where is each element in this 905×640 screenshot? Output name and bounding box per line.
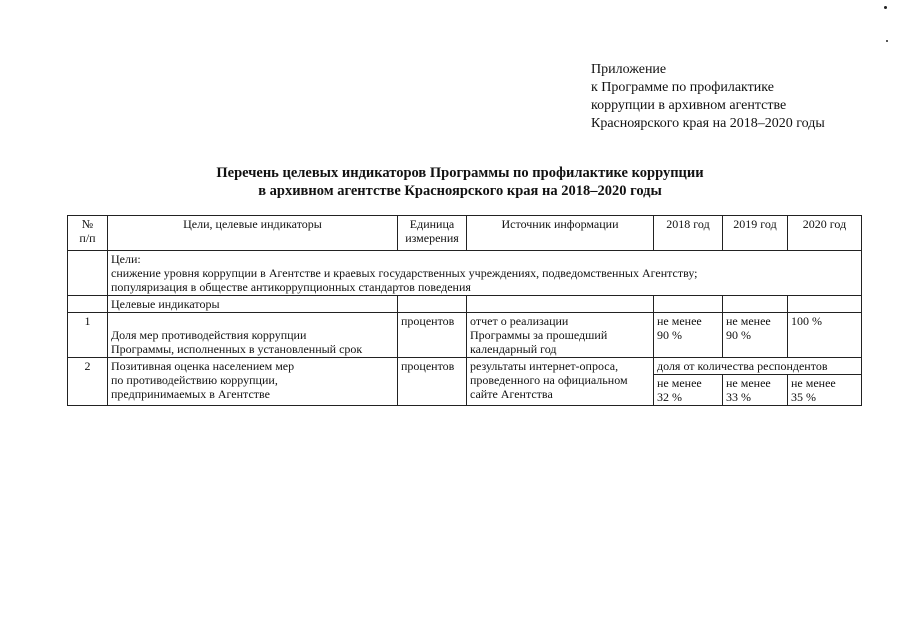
empty-cell <box>723 296 788 313</box>
row-value-2018: не менее 90 % <box>654 313 723 358</box>
empty-cell <box>788 296 862 313</box>
document-title <box>150 164 770 200</box>
empty-cell <box>467 296 654 313</box>
goals-num-cell <box>68 251 108 296</box>
empty-cell <box>654 296 723 313</box>
row-source: отчет о реализации Программы за прошедший календарный год <box>467 313 654 358</box>
row-num: 2 <box>68 358 108 406</box>
row-value-2020: 100 % <box>788 313 862 358</box>
appendix-line: Приложение <box>591 62 667 77</box>
appendix-line: к Программе по профилактике <box>591 80 774 95</box>
row-unit: процентов <box>398 358 467 406</box>
row-value-2020: не менее 35 % <box>788 375 862 406</box>
indicators-num-cell <box>68 296 108 313</box>
title-line: Перечень целевых индикаторов Программы по профилактике коррупции <box>216 165 704 181</box>
row-value-2019: не менее 33 % <box>723 375 788 406</box>
row-value-2018: не менее 32 % <box>654 375 723 406</box>
scan-speck <box>884 6 887 9</box>
header-2019: 2019 год <box>723 216 788 251</box>
header-unit: Единица измерения <box>398 216 467 251</box>
appendix-note <box>591 61 825 133</box>
header-2020: 2020 год <box>788 216 862 251</box>
row-share-note: доля от количества респондентов <box>654 358 862 375</box>
title-line: в архивном агентстве Красноярского края на 2018–2020 годы <box>258 183 662 199</box>
scan-speck <box>886 40 888 42</box>
header-goals: Цели, целевые индикаторы <box>108 216 398 251</box>
row-num: 1 <box>68 313 108 358</box>
row-indicator-name: Позитивная оценка населением мер по противодействию коррупции, предпринимаемых в Агентстве <box>108 358 398 406</box>
empty-cell <box>398 296 467 313</box>
indicators-label-row <box>68 296 862 313</box>
row-value-2019: не менее 90 % <box>723 313 788 358</box>
appendix-line: Красноярского края на 2018–2020 годы <box>591 116 825 131</box>
goals-text: Цели: снижение уровня коррупции в Агентстве и краевых государственных учреждениях, подведомственных Агентству; популяризация в обществе антикоррупционных стандартов поведения <box>108 251 862 296</box>
row-unit: процентов <box>398 313 467 358</box>
indicators-label: Целевые индикаторы <box>108 296 398 313</box>
row-indicator-name: Доля мер противодействия коррупции Программы, исполненных в установленный срок <box>108 313 398 358</box>
table-row <box>68 313 862 358</box>
indicators-table <box>67 215 862 406</box>
appendix-line: коррупции в архивном агентстве <box>591 98 787 113</box>
goals-row <box>68 251 862 296</box>
header-source: Источник информации <box>467 216 654 251</box>
header-2018: 2018 год <box>654 216 723 251</box>
header-num: № п/п <box>68 216 108 251</box>
table-header-row <box>68 216 862 251</box>
table-row <box>68 358 862 375</box>
row-source: результаты интернет-опроса, проведенного на официальном сайте Агентства <box>467 358 654 406</box>
